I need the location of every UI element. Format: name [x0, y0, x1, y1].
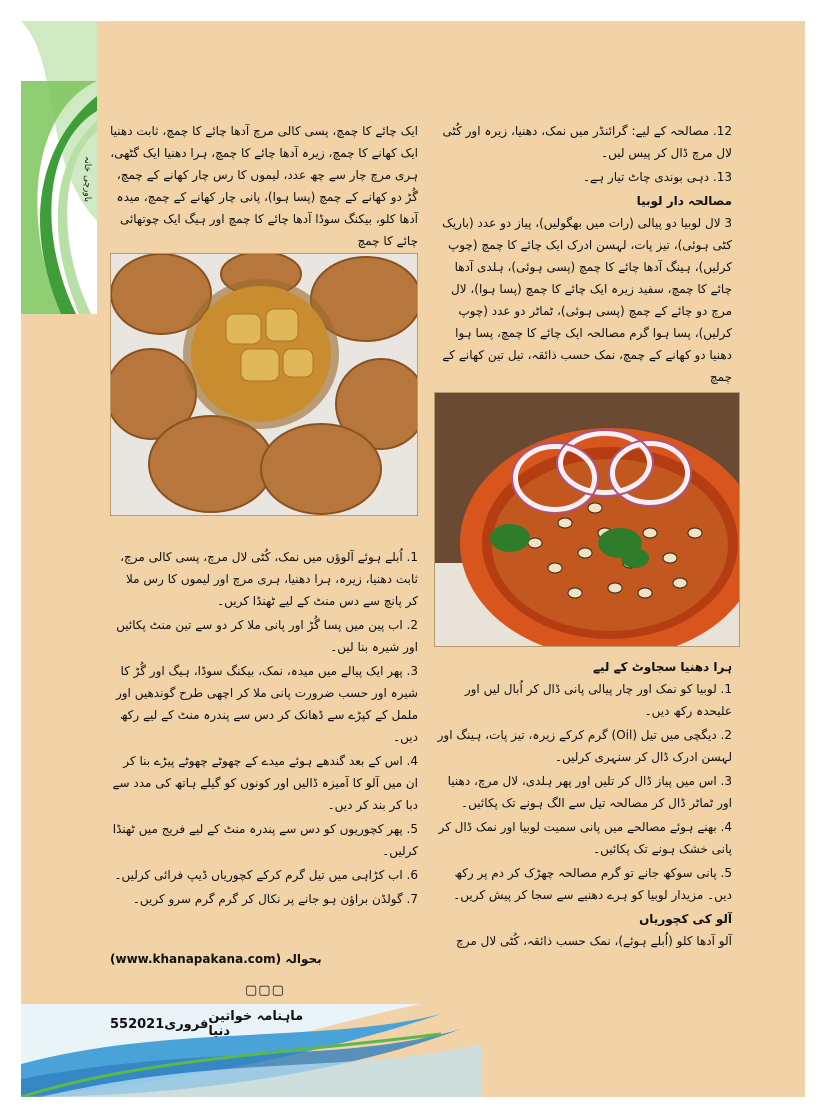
kachori-step-1: 1. اُبلے ہوئے آلوؤں میں نمک، کُٹی لال مرچ، پسی کالی مرچ، ثابت دھنیا، زیرہ، ہرا دھنیا، ہری مرچ اور لیموں کا رس ملا کر پانچ سے دس منٹ کے لیے ٹھنڈا کریں۔ [120, 550, 418, 608]
left-column-top [110, 120, 418, 254]
step-12: 12. مصالحہ کے لیے: گرائنڈر میں نمک، دھنیا، زیرہ اور کُٹی لال مرچ ڈال کر پیس لیں۔ [442, 124, 732, 160]
step-13: 13. دہی بوندی چاٹ تیار ہے۔ [583, 170, 732, 184]
page-number: 55 [110, 1016, 129, 1032]
kachori-step-3: 3. پھر ایک پیالے میں میدہ، نمک، بیکنگ سوڈا، ہیگ اور گُڑ کا شیرہ اور حسب ضرورت پانی ملا کر اچھی طرح گوندھیں اور ململ کے کپڑے سے ڈھانک کر دس سے پندرہ منٹ کے لیے رکھ دیں۔ [115, 664, 418, 744]
end-ornament: ▢▢▢ [245, 983, 285, 998]
source-credit: (www.khanapakana.com) بحوالہ [110, 952, 322, 966]
garnish-title: ہرا دھنیا سجاوٹ کے لیے [592, 660, 732, 674]
section-label: باورچی خانہ [82, 156, 92, 202]
kachori-first-ingredients: آلو آدھا کلو (اُبلے ہوئے)، نمک حسب ذائقہ، کُٹی لال مرچ [455, 934, 732, 948]
left-column-steps [110, 546, 418, 912]
kachori-step-2: 2. اب پین میں پسا گُڑ اور پانی ملا کر دو سے تین منٹ پکائیں اور شیرہ بنا لیں۔ [116, 618, 418, 654]
kachori-photo [110, 253, 418, 516]
kachori-ingredients: ایک چائے کا چمچ، پسی کالی مرچ آدھا چائے کا چمچ، ثابت دھنیا ایک کھانے کا چمچ، زیرہ آدھا چائے کا چمچ، ہرا دھنیا ایک گٹھی، ہری مرچ چار سے چھ عدد، لیموں کا رس چار کھانے کے چمچ، گُڑ دو کھانے کے چمچ (پسا ہوا)، پانی چار کھانے کے چمچ، میدہ آدھا کلو، بیکنگ سوڈا آدھا چائے کا چمچ اور ہیگ ایک چوتھائی چائے کا چمچ [110, 124, 418, 248]
right-column-steps [432, 656, 732, 954]
lobia-bowl-illustration [435, 393, 739, 646]
lobia-step-4: 4. بھنے ہوئے مصالحے میں پانی سمیت لوبیا اور نمک ڈال کر پانی خشک ہونے تک پکائیں۔ [438, 820, 732, 856]
kachori-plate-illustration [111, 254, 417, 515]
lobia-step-3: 3. اس میں پیاز ڈال کر تلیں اور پھر ہلدی، لال مرچ، دھنیا اور ٹماٹر ڈال کر مصالحہ تیل سے الگ ہونے تک پکائیں۔ [447, 774, 732, 810]
kachori-step-7: 7. گولڈن براؤن ہو جانے پر نکال کر گرم گرم سرو کریں۔ [132, 892, 418, 906]
kachori-step-6: 6. اب کڑاہی میں تیل گرم کرکے کچوریاں ڈیپ فرائی کرلیں۔ [114, 868, 418, 882]
lobia-step-2: 2. دیگچی میں تیل (Oil) گرم کرکے زیرہ، تیز پات، ہینگ اور لہسن ادرک ڈال کر سنہری کرلیں۔ [437, 728, 732, 764]
decorative-band [21, 21, 97, 314]
magazine-name: ماہنامہ خواتین دنیا [208, 1009, 304, 1039]
lobia-ingredients: 3 لال لوبیا دو پیالی (رات میں بھگولیں)، پیاز دو عدد (باریک کٹی ہوئی)، تیز پات، لہسن ادرک ایک چائے کا چمچ (چوپ کرلیں)، ہینگ آدھا چائے کا چمچ (پسی ہوئی)، ہلدی آدھا چائے کا چمچ، سفید زیرہ ایک چائے کا چمچ (پسا ہوا)، لال مرچ دو چائے کے چمچ (پسی ہوئی)، ٹماٹر دو عدد (چوپ کرلیں)، پسا ہوا گرم مصالحہ ایک چائے کا چمچ، پسا ہوا دھنیا دو کھانے کے چمچ، نمک حسب ذائقہ، تیل تین کھانے کے چمچ [442, 216, 732, 384]
recipe-title-kachori: آلو کی کچوریاں [639, 912, 732, 926]
lobia-photo [434, 392, 740, 647]
lobia-step-1: 1. لوبیا کو نمک اور چار پیالی پانی ڈال کر اُبال لیں اور علیحدہ رکھ دیں۔ [464, 682, 732, 718]
right-column-top [432, 120, 732, 390]
lobia-step-5: 5. پانی سوکھ جانے تو گرم مصالحہ چھڑک کر دم پر رکھ دیں۔ مزیدار لوبیا کو ہرے دھنیے سے سجا کر پیش کریں۔ [453, 866, 732, 902]
recipe-title-lobia: مصالحہ دار لوبیا [636, 194, 732, 208]
kachori-step-4: 4. اس کے بعد گندھے ہوئے میدے کے چھوٹے چھوٹے پیڑے بنا کر ان میں آلو کا آمیزہ ڈالیں اور کونوں کو گیلے ہاتھ کی مدد سے دبا کر بند کر دیں۔ [112, 754, 418, 812]
issue-year: 2021 [128, 1016, 165, 1032]
kachori-step-5: 5. پھر کچوریوں کو دس سے پندرہ منٹ کے لیے فریج میں ٹھنڈا کرلیں۔ [112, 822, 418, 858]
footer-info [110, 1009, 320, 1039]
issue-month: فروری [164, 1016, 209, 1032]
